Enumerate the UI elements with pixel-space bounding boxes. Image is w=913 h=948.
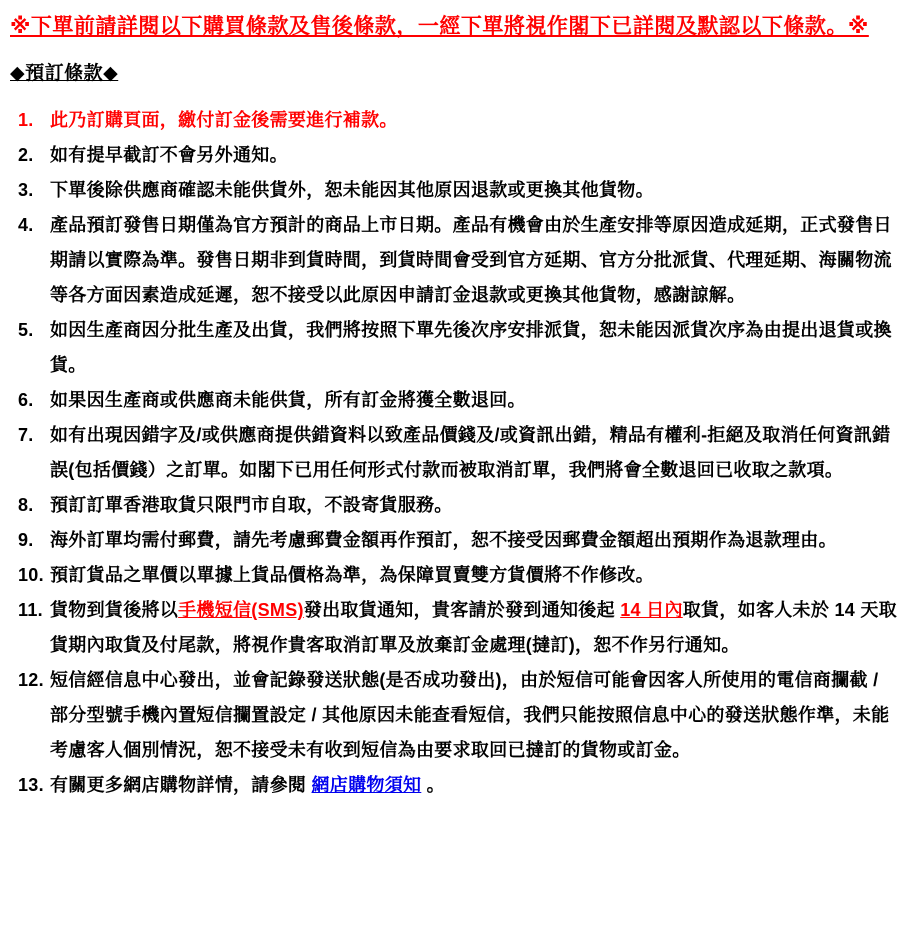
term-text: 短信經信息中心發出，並會記錄發送狀態(是否成功發出)，由於短信可能會因客人所使用的電信商攔截 / 部分型號手機內置短信攔置設定 / 其他原因未能查看短信，我們只能按照信息中心的發送狀態作準，未能考慮客人個別情況，恕不接受未有收到短信為由要求取回已撻訂的貨物或訂金。 xyxy=(50,670,890,761)
term-number: 5. xyxy=(18,320,34,341)
page-title: ※下單前請詳閱以下購買條款及售後條款，一經下單將視作閣下已詳閱及默認以下條款。※ xyxy=(10,15,869,38)
term-text-segment: 有關更多網店購物詳情，請參閱 xyxy=(50,775,312,796)
term-number: 8. xyxy=(18,495,34,516)
term-item-1 xyxy=(10,103,901,138)
shop-guide-link[interactable]: 網店購物須知 xyxy=(311,775,422,796)
term-text xyxy=(50,600,897,655)
section-header-preorder-terms: ◆預訂條款◆ xyxy=(10,63,119,85)
term-number: 1. xyxy=(18,110,34,131)
pickup-deadline-highlight: 14 日內 xyxy=(620,600,683,621)
term-number: 7. xyxy=(18,425,34,446)
term-item-6 xyxy=(10,383,901,418)
term-text: 產品預訂發售日期僅為官方預計的商品上市日期。產品有機會由於生產安排等原因造成延期，正式發售日期請以實際為準。發售日期非到貨時間，到貨時間會受到官方延期、官方分批派貨、代理延期、海關物流等各方面因素造成延遲，恕不接受以此原因申請訂金退款或更換其他貨物，感謝諒解。 xyxy=(50,215,892,306)
terms-list xyxy=(10,103,901,803)
term-number: 6. xyxy=(18,390,34,411)
term-text: 如有出現因錯字及/或供應商提供錯資料以致產品價錢及/或資訊出錯，精品有權利-拒絕及取消任何資訊錯誤(包括價錢）之訂單。如閣下已用任何形式付款而被取消訂單，我們將會全數退回已收取之款項。 xyxy=(50,425,891,481)
term-item-5 xyxy=(10,313,901,383)
term-text-segment: 貨物到貨後將以 xyxy=(50,600,179,621)
term-text: 下單後除供應商確認未能供貨外，恕未能因其他原因退款或更換其他貨物。 xyxy=(50,180,654,201)
term-item-13 xyxy=(10,768,901,803)
term-text: 預訂貨品之單價以單據上貨品價格為準，為保障買賣雙方貨價將不作修改。 xyxy=(50,565,654,586)
term-item-3 xyxy=(10,173,901,208)
term-item-12 xyxy=(10,663,901,768)
term-item-7 xyxy=(10,418,901,488)
term-number: 13. xyxy=(18,775,44,796)
term-number: 11. xyxy=(18,600,43,621)
term-item-8 xyxy=(10,488,901,523)
term-item-11 xyxy=(10,593,901,663)
term-number: 10. xyxy=(18,565,44,586)
term-text-segment: 。 xyxy=(421,775,445,796)
term-text-segment: 發出取貨通知，貴客請於發到通知後起 xyxy=(303,600,621,621)
term-number: 9. xyxy=(18,530,34,551)
term-item-4 xyxy=(10,208,901,313)
term-text: 預訂訂單香港取貨只限門市自取，不設寄貨服務。 xyxy=(50,495,453,516)
term-text: 如有提早截訂不會另外通知。 xyxy=(50,145,288,166)
term-text: 海外訂單均需付郵費，請先考慮郵費金額再作預訂，恕不接受因郵費金額超出預期作為退款理由。 xyxy=(50,530,837,551)
term-text: 此乃訂購頁面，繳付訂金後需要進行補款。 xyxy=(50,110,398,131)
term-number: 2. xyxy=(18,145,34,166)
term-number: 4. xyxy=(18,215,34,236)
term-number: 12. xyxy=(18,670,44,691)
term-text: 如因生產商因分批生產及出貨，我們將按照下單先後次序安排派貨，恕未能因派貨次序為由提出退貨或換貨。 xyxy=(50,320,892,376)
term-item-10 xyxy=(10,558,901,593)
term-item-9 xyxy=(10,523,901,558)
sms-highlight: 手機短信(SMS) xyxy=(178,600,304,621)
term-text-segment: 取貨，如客人未於 14 天取貨期內取貨及付尾款，將視作貴客取消訂單及放棄訂金處理(撻訂)，恕不作另行通知。 xyxy=(50,600,897,656)
term-text: 如果因生產商或供應商未能供貨，所有訂金將獲全數退回。 xyxy=(50,390,526,411)
term-number: 3. xyxy=(18,180,34,201)
term-item-2 xyxy=(10,138,901,173)
term-text xyxy=(50,775,445,795)
